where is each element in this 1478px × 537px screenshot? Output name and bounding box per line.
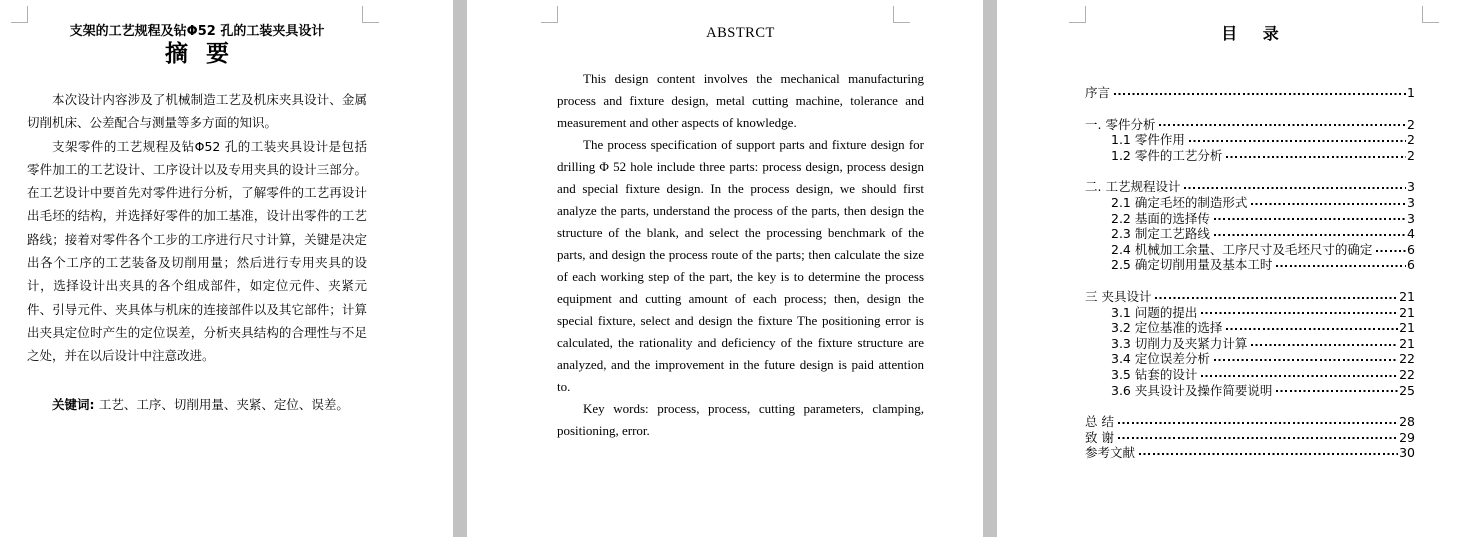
dot-leader (1118, 422, 1398, 424)
toc-entry-label: 1.2 零件的工艺分析 (1111, 147, 1223, 163)
dot-leader (1214, 359, 1398, 361)
dot-leader (1201, 312, 1398, 314)
dot-leader (1251, 203, 1406, 205)
toc-entry-3-2 (1085, 320, 1415, 336)
toc-page-number: 3 (1407, 194, 1415, 210)
dot-leader (1184, 187, 1406, 189)
dot-leader (1189, 140, 1406, 142)
toc-entry-ch1 (1085, 117, 1415, 133)
toc-entry-ch3 (1085, 289, 1415, 305)
toc-page-number: 2 (1407, 147, 1415, 163)
toc-entry-3-1 (1085, 305, 1415, 321)
toc-entry-references (1085, 445, 1415, 461)
text-boundary-mark-top-right (362, 6, 379, 23)
toc-page-number: 30 (1399, 445, 1415, 461)
toc-entry-2-5 (1085, 257, 1415, 273)
dot-leader (1226, 328, 1398, 330)
keywords-text: 工艺、工序、切削用量、夹紧、定位、误差。 (98, 396, 349, 412)
toc-page-number: 29 (1399, 429, 1415, 445)
toc-page-number: 4 (1407, 226, 1415, 242)
toc-entry-1-1 (1085, 132, 1415, 148)
toc-page-number: 22 (1399, 366, 1415, 382)
toc-page-number: 28 (1399, 414, 1415, 430)
toc-entry-2-4 (1085, 242, 1415, 258)
dot-leader (1251, 344, 1398, 346)
abstract-en-paragraph-1: This design content involves the mechanical manufacturing process and fixture design, metal cutting machine, tolerance and measurement and other aspects of knowledge. (557, 71, 924, 130)
toc-heading: 目 录 (1221, 24, 1279, 43)
toc-entry-3-4 (1085, 351, 1415, 367)
toc-page-number: 2 (1407, 132, 1415, 148)
abstract-cn-body (27, 88, 367, 416)
toc-page-number: 21 (1399, 304, 1415, 320)
dot-leader (1226, 156, 1406, 158)
toc-page-number: 6 (1407, 257, 1415, 273)
toc-entry-summary (1085, 414, 1415, 430)
toc-page-number: 3 (1407, 210, 1415, 226)
page-table-of-contents (997, 0, 1478, 537)
toc-entry-acknowledgement (1085, 430, 1415, 446)
dot-leader (1114, 93, 1406, 95)
abstract-en-keywords: Key words: process, process, cutting parameters, clamping, positioning, error. (557, 401, 924, 438)
dot-leader (1376, 250, 1406, 252)
toc-page-number: 21 (1399, 335, 1415, 351)
toc-entry-3-6 (1085, 383, 1415, 399)
toc-entry-label: 2.5 确定切削用量及基本工时 (1111, 257, 1273, 273)
dot-leader (1155, 297, 1398, 299)
dot-leader (1214, 218, 1406, 220)
toc-page-number: 3 (1407, 179, 1415, 195)
toc-entry-label: 致 谢 (1085, 429, 1114, 445)
toc-page-number: 6 (1407, 241, 1415, 257)
toc-entry-1-2 (1085, 148, 1415, 164)
keywords-line (27, 393, 367, 416)
text-boundary-mark-top-left (1069, 6, 1086, 23)
page-abstract-english (467, 0, 983, 537)
toc-entry-3-3 (1085, 336, 1415, 352)
abstract-en-heading: ABSTRCT (706, 25, 775, 41)
toc-entry-label: 1.1 零件作用 (1111, 132, 1185, 148)
dot-leader (1118, 437, 1398, 439)
toc-entry-label: 2.1 确定毛坯的制造形式 (1111, 194, 1248, 210)
abstract-cn-heading: 摘 要 (164, 41, 229, 67)
toc-entry-3-5 (1085, 367, 1415, 383)
thesis-title: 支架的工艺规程及钻Φ52 孔的工装夹具设计 (69, 24, 325, 39)
toc-entry-label: 3.1 问题的提出 (1111, 304, 1198, 320)
keywords-label: 关键词: (52, 396, 95, 412)
toc-entry-2-3 (1085, 226, 1415, 242)
toc-entry-2-2 (1085, 211, 1415, 227)
text-boundary-mark-top-left (541, 6, 558, 23)
dot-leader (1276, 390, 1398, 392)
toc-entry-label: 3.2 定位基准的选择 (1111, 320, 1223, 336)
toc-entry-label: 3.6 夹具设计及操作简要说明 (1111, 382, 1273, 398)
page-abstract-chinese (0, 0, 453, 537)
toc-content (1085, 25, 1415, 461)
abstract-cn-content (27, 24, 367, 416)
abstract-en-paragraph-2: The process specification of support parts and fixture design for drilling Φ 52 hole include three parts: process design, process design and special fixture design. In the process design, we should first analyze the parts, understand the process of the parts, then design the structure of the blank, and select the processing benchmark of the parts, and design the process route of the parts; then calculate the size of each working step of the part, the key is to determine the process equipment and cutting amount of each process; then, design the special fixture, select and design the fixture The positioning error is calculated, the rationality and deficiency of the fixture structure are analyzed, and the improvement in the future design is paid attention to. (557, 137, 924, 394)
toc-entry-label: 2.2 基面的选择传 (1111, 210, 1210, 226)
toc-page-number: 22 (1399, 351, 1415, 367)
abstract-en-content (557, 24, 924, 442)
toc-entry-label: 二. 工艺规程设计 (1085, 179, 1181, 195)
text-boundary-mark-top-left (11, 6, 28, 23)
toc-entry-label: 参考文献 (1085, 445, 1136, 461)
toc-entry-preface (1085, 85, 1415, 101)
toc-entry-label: 2.4 机械加工余量、工序尺寸及毛坯尺寸的确定 (1111, 241, 1373, 257)
abstract-cn-paragraph-1: 本次设计内容涉及了机械制造工艺及机床夹具设计、金属切削机床、公差配合与测量等多方面的知识。 (27, 92, 367, 131)
toc-entry-label: 2.3 制定工艺路线 (1111, 226, 1210, 242)
toc-entry-label: 三 夹具设计 (1085, 288, 1152, 304)
toc-page-number: 21 (1399, 288, 1415, 304)
dot-leader (1201, 375, 1398, 377)
toc-page-number: 25 (1399, 382, 1415, 398)
text-boundary-mark-top-right (893, 6, 910, 23)
toc-entry-label: 序言 (1085, 85, 1111, 100)
toc-entry-label: 3.5 钻套的设计 (1111, 366, 1198, 382)
dot-leader (1139, 453, 1398, 455)
dot-leader (1276, 265, 1406, 267)
toc-entry-label: 一. 零件分析 (1085, 116, 1156, 132)
abstract-en-body (557, 68, 924, 442)
toc-page-number: 21 (1399, 320, 1415, 336)
toc-entry-2-1 (1085, 195, 1415, 211)
dot-leader (1214, 234, 1406, 236)
toc-entry-label: 3.4 定位误差分析 (1111, 351, 1210, 367)
toc-page-number: 2 (1407, 116, 1415, 132)
abstract-cn-paragraph-2: 支架零件的工艺规程及钻Φ52 孔的工装夹具设计是包括零件加工的工艺设计、工序设计以及专用夹具的设计三部分。在工艺设计中要首先对零件进行分析，了解零件的工艺再设计出毛坯的结构，并选择好零件的加工基准，设计出零件的工艺路线；接着对零件各个工步的工序进行尺寸计算，关键是决定出各个工序的工艺装备及切削用量；然后进行专用夹具的设计，选择设计出夹具的各个组成部件，如定位元件、夹紧元件、引导元件、夹具体与机床的连接部件以及其它部件；计算出夹具定位时产生的定位误差，分析夹具结构的合理性与不足之处，并在以后设计中注意改进。 (27, 138, 367, 364)
dot-leader (1159, 124, 1406, 126)
toc-entry-ch2 (1085, 179, 1415, 195)
toc-entry-label: 总 结 (1085, 414, 1114, 430)
toc-page-number: 1 (1407, 85, 1415, 100)
toc-entry-label: 3.3 切削力及夹紧力计算 (1111, 335, 1248, 351)
text-boundary-mark-top-right (1422, 6, 1439, 23)
